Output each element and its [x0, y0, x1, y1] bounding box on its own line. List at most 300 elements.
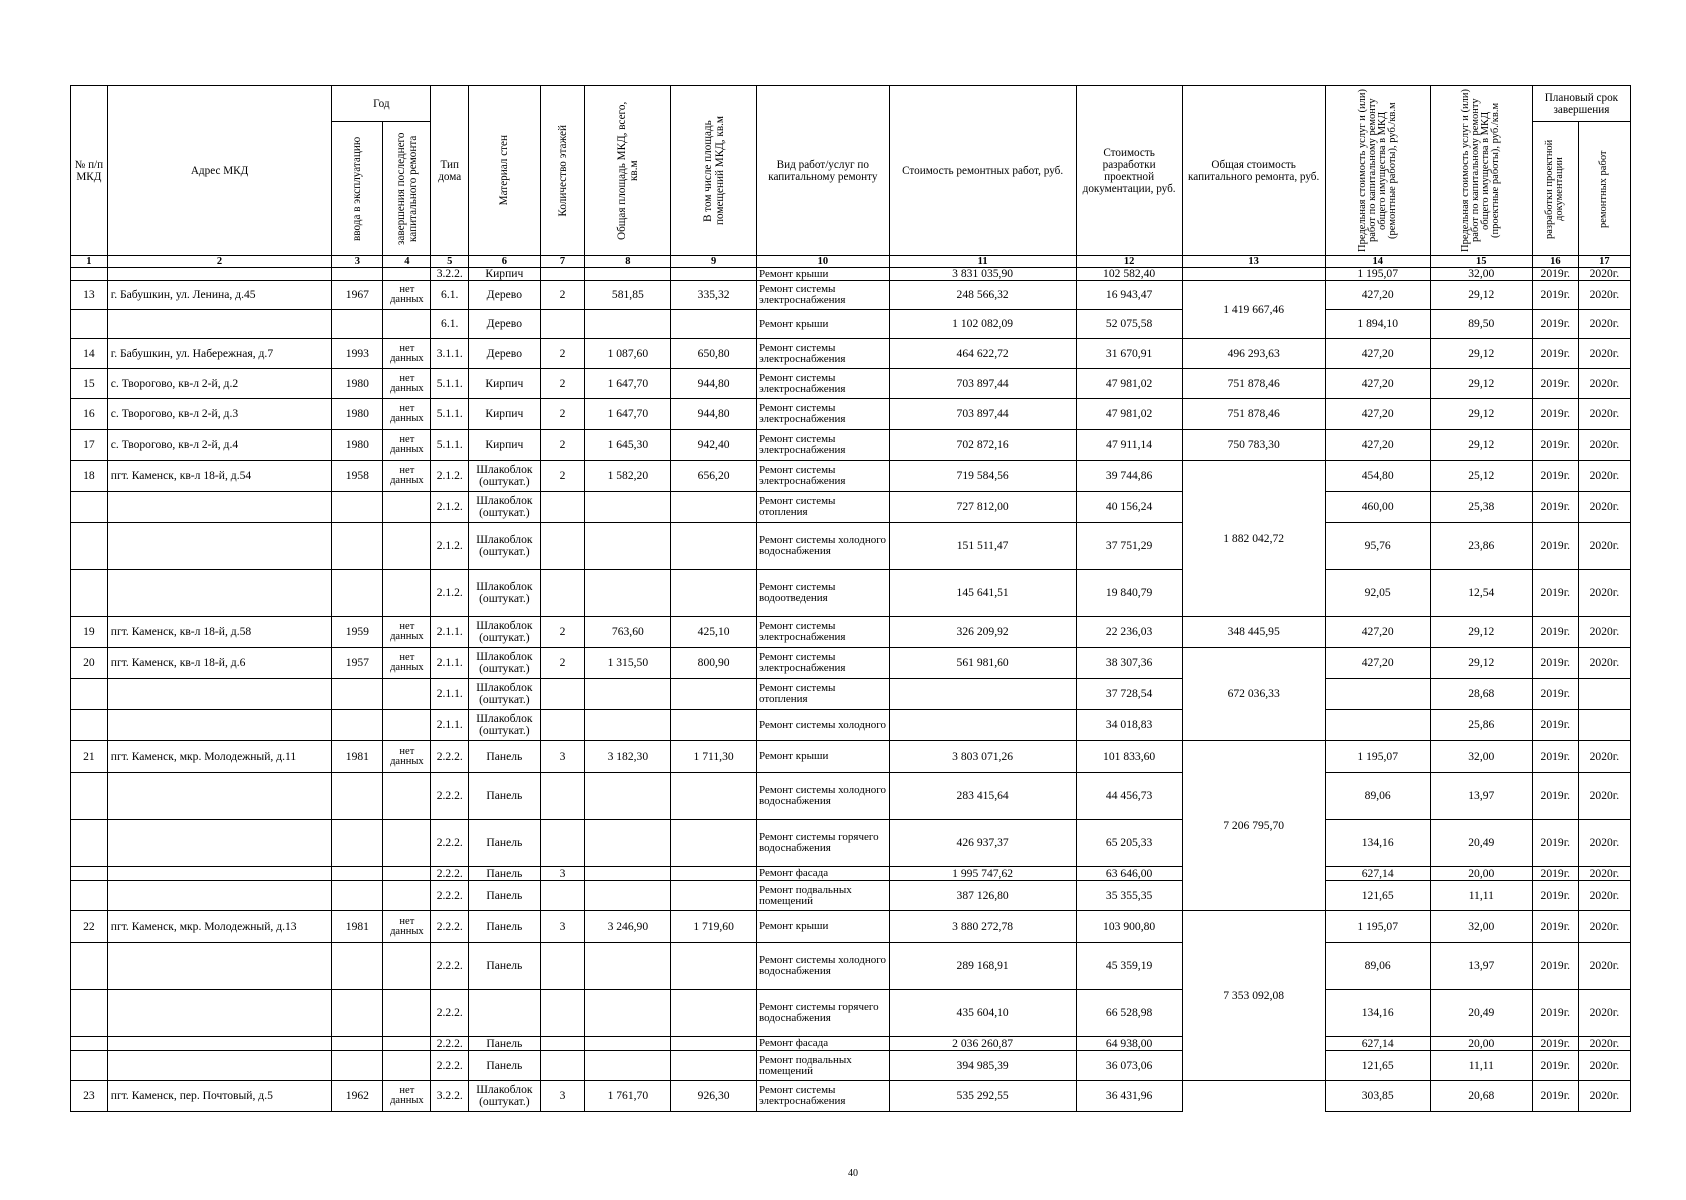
row-number-cell [71, 773, 108, 820]
year-commission-cell [332, 523, 383, 570]
repair-cost-cell: 283 415,64 [889, 773, 1076, 820]
floors-cell: 2 [540, 399, 585, 430]
floors-cell [540, 523, 585, 570]
total-area-cell [585, 881, 671, 911]
floors-cell [540, 943, 585, 990]
year-last-repair-cell: нет данных [383, 741, 431, 773]
address-cell: с. Творогово, кв-л 2-й, д.4 [107, 430, 332, 461]
total-area-cell [585, 570, 671, 617]
header-year: Год [332, 86, 431, 122]
design-cost-cell: 19 840,79 [1076, 570, 1182, 617]
deadline-repair-cell: 2020г. [1578, 430, 1630, 461]
total-area-cell [585, 268, 671, 281]
deadline-design-cell: 2019г. [1532, 523, 1578, 570]
repair-cost-cell: 289 168,91 [889, 943, 1076, 990]
address-cell: пгт. Каменск, мкр. Молодежный, д.13 [107, 911, 332, 943]
total-cost-cell [1182, 268, 1325, 281]
repair-cost-cell: 464 622,72 [889, 339, 1076, 369]
floors-cell: 3 [540, 911, 585, 943]
floors-cell: 2 [540, 430, 585, 461]
work-type-cell: Ремонт системы отопления [756, 492, 889, 523]
house-type-cell: 2.1.2. [431, 461, 469, 492]
deadline-design-cell: 2019г. [1532, 911, 1578, 943]
repair-cost-cell: 2 036 260,87 [889, 1037, 1076, 1051]
year-last-repair-cell: нет данных [383, 617, 431, 648]
deadline-repair-cell: 2020г. [1578, 1051, 1630, 1081]
year-commission-cell [332, 867, 383, 881]
total-cost-cell: 672 036,33 [1182, 648, 1325, 741]
limit-repair-cell: 427,20 [1325, 281, 1430, 310]
deadline-repair-cell: 2020г. [1578, 820, 1630, 867]
deadline-design-cell: 2019г. [1532, 1051, 1578, 1081]
work-type-cell: Ремонт системы электроснабжения [756, 369, 889, 399]
wall-material-cell: Шлакоблок (оштукат.) [469, 492, 540, 523]
house-type-cell: 5.1.1. [431, 399, 469, 430]
work-type-cell: Ремонт фасада [756, 867, 889, 881]
column-number: 15 [1430, 256, 1532, 268]
repair-plan-sheet [70, 85, 1631, 1112]
limit-repair-cell: 1 195,07 [1325, 911, 1430, 943]
house-type-cell: 2.2.2. [431, 741, 469, 773]
address-cell [107, 523, 332, 570]
year-last-repair-cell: нет данных [383, 461, 431, 492]
premises-area-cell: 926,30 [671, 1081, 757, 1112]
repair-cost-cell [889, 710, 1076, 741]
work-type-cell: Ремонт системы водоотведения [756, 570, 889, 617]
design-cost-cell: 38 307,36 [1076, 648, 1182, 679]
row-number-cell [71, 310, 108, 339]
table-row [71, 867, 1631, 881]
wall-material-cell: Шлакоблок (оштукат.) [469, 617, 540, 648]
header-limit-repair: Предельная стоимость услуг и (или) работ по капитальному ремонту общего имущества в МКД (ремонтные работы), руб./кв.м [1325, 86, 1430, 256]
deadline-design-cell: 2019г. [1532, 430, 1578, 461]
work-type-cell: Ремонт системы отопления [756, 679, 889, 710]
house-type-cell: 2.2.2. [431, 943, 469, 990]
table-row [71, 268, 1631, 281]
limit-design-cell: 13,97 [1430, 943, 1532, 990]
house-type-cell: 2.2.2. [431, 1037, 469, 1051]
deadline-repair-cell: 2020г. [1578, 1081, 1630, 1112]
row-number-cell [71, 710, 108, 741]
row-number-cell [71, 943, 108, 990]
total-area-cell: 1 645,30 [585, 430, 671, 461]
year-last-repair-cell [383, 679, 431, 710]
year-commission-cell [332, 943, 383, 990]
column-number: 7 [540, 256, 585, 268]
floors-cell: 2 [540, 461, 585, 492]
work-type-cell: Ремонт системы электроснабжения [756, 430, 889, 461]
deadline-design-cell: 2019г. [1532, 399, 1578, 430]
year-commission-cell [332, 310, 383, 339]
year-commission-cell [332, 710, 383, 741]
table-row [71, 1051, 1631, 1081]
wall-material-cell: Панель [469, 1037, 540, 1051]
limit-repair-cell: 427,20 [1325, 430, 1430, 461]
floors-cell [540, 570, 585, 617]
floors-cell: 2 [540, 648, 585, 679]
row-number-cell: 19 [71, 617, 108, 648]
row-number-cell: 16 [71, 399, 108, 430]
limit-repair-cell [1325, 710, 1430, 741]
total-cost-cell: 1 419 667,46 [1182, 281, 1325, 339]
header-year-commission: ввода в эксплуатацию [332, 122, 383, 256]
year-commission-cell: 1980 [332, 369, 383, 399]
deadline-repair-cell: 2020г. [1578, 369, 1630, 399]
row-number-cell [71, 820, 108, 867]
deadline-design-cell: 2019г. [1532, 617, 1578, 648]
row-number-cell: 21 [71, 741, 108, 773]
deadline-design-cell: 2019г. [1532, 820, 1578, 867]
limit-repair-cell: 1 894,10 [1325, 310, 1430, 339]
floors-cell: 3 [540, 1081, 585, 1112]
floors-cell [540, 710, 585, 741]
limit-design-cell: 29,12 [1430, 369, 1532, 399]
limit-design-cell: 32,00 [1430, 911, 1532, 943]
address-cell [107, 310, 332, 339]
premises-area-cell: 425,10 [671, 617, 757, 648]
year-commission-cell: 1957 [332, 648, 383, 679]
row-number-cell: 18 [71, 461, 108, 492]
floors-cell: 3 [540, 741, 585, 773]
design-cost-cell: 47 911,14 [1076, 430, 1182, 461]
work-type-cell: Ремонт системы электроснабжения [756, 399, 889, 430]
column-number: 13 [1182, 256, 1325, 268]
deadline-repair-cell: 2020г. [1578, 523, 1630, 570]
total-area-cell: 1 647,70 [585, 399, 671, 430]
design-cost-cell: 34 018,83 [1076, 710, 1182, 741]
limit-repair-cell: 627,14 [1325, 1037, 1430, 1051]
column-number: 6 [469, 256, 540, 268]
deadline-design-cell: 2019г. [1532, 281, 1578, 310]
work-type-cell: Ремонт крыши [756, 310, 889, 339]
limit-design-cell: 25,38 [1430, 492, 1532, 523]
row-number-cell: 20 [71, 648, 108, 679]
year-last-repair-cell [383, 310, 431, 339]
table-row [71, 369, 1631, 399]
year-commission-cell [332, 268, 383, 281]
year-commission-cell: 1981 [332, 911, 383, 943]
limit-design-cell: 32,00 [1430, 741, 1532, 773]
repair-cost-cell: 326 209,92 [889, 617, 1076, 648]
repair-cost-cell: 394 985,39 [889, 1051, 1076, 1081]
address-cell: с. Творогово, кв-л 2-й, д.2 [107, 369, 332, 399]
house-type-cell: 2.2.2. [431, 773, 469, 820]
wall-material-cell: Панель [469, 741, 540, 773]
premises-area-cell: 335,32 [671, 281, 757, 310]
address-cell: г. Бабушкин, ул. Ленина, д.45 [107, 281, 332, 310]
table-row [71, 570, 1631, 617]
address-cell: г. Бабушкин, ул. Набережная, д.7 [107, 339, 332, 369]
year-commission-cell: 1981 [332, 741, 383, 773]
address-cell [107, 773, 332, 820]
year-commission-cell: 1967 [332, 281, 383, 310]
floors-cell: 2 [540, 369, 585, 399]
column-number: 9 [671, 256, 757, 268]
limit-repair-cell: 427,20 [1325, 617, 1430, 648]
repair-cost-cell: 248 566,32 [889, 281, 1076, 310]
work-type-cell: Ремонт системы холодного водоснабжения [756, 773, 889, 820]
row-number-cell: 14 [71, 339, 108, 369]
house-type-cell: 3.2.2. [431, 268, 469, 281]
design-cost-cell: 47 981,02 [1076, 399, 1182, 430]
deadline-design-cell: 2019г. [1532, 881, 1578, 911]
table-row [71, 710, 1631, 741]
address-cell [107, 881, 332, 911]
header-design-cost: Стоимость разработки проектной документации, руб. [1076, 86, 1182, 256]
deadline-design-cell: 2019г. [1532, 310, 1578, 339]
limit-design-cell: 12,54 [1430, 570, 1532, 617]
limit-design-cell: 11,11 [1430, 881, 1532, 911]
row-number-cell: 23 [71, 1081, 108, 1112]
limit-repair-cell: 427,20 [1325, 399, 1430, 430]
total-area-cell: 3 182,30 [585, 741, 671, 773]
deadline-design-cell: 2019г. [1532, 990, 1578, 1037]
house-type-cell: 6.1. [431, 281, 469, 310]
deadline-repair-cell: 2020г. [1578, 617, 1630, 648]
total-cost-cell: 1 882 042,72 [1182, 461, 1325, 617]
premises-area-cell [671, 820, 757, 867]
header-premises-area: В том числе площадь помещений МКД, кв.м [671, 86, 757, 256]
design-cost-cell: 66 528,98 [1076, 990, 1182, 1037]
limit-design-cell: 29,12 [1430, 648, 1532, 679]
deadline-repair-cell: 2020г. [1578, 310, 1630, 339]
total-cost-cell: 751 878,46 [1182, 399, 1325, 430]
limit-design-cell: 13,97 [1430, 773, 1532, 820]
design-cost-cell: 16 943,47 [1076, 281, 1182, 310]
design-cost-cell: 63 646,00 [1076, 867, 1182, 881]
limit-repair-cell: 627,14 [1325, 867, 1430, 881]
total-area-cell: 1 647,70 [585, 369, 671, 399]
limit-repair-cell: 89,06 [1325, 773, 1430, 820]
row-number-cell: 22 [71, 911, 108, 943]
year-last-repair-cell [383, 570, 431, 617]
floors-cell [540, 268, 585, 281]
floors-cell [540, 1037, 585, 1051]
total-area-cell: 3 246,90 [585, 911, 671, 943]
table-row [71, 773, 1631, 820]
limit-repair-cell [1325, 679, 1430, 710]
table-body [71, 268, 1631, 1112]
wall-material-cell: Кирпич [469, 369, 540, 399]
row-number-cell [71, 867, 108, 881]
house-type-cell: 2.1.1. [431, 617, 469, 648]
total-area-cell [585, 710, 671, 741]
row-number-cell [71, 268, 108, 281]
wall-material-cell: Дерево [469, 310, 540, 339]
design-cost-cell: 64 938,00 [1076, 1037, 1182, 1051]
total-area-cell [585, 1037, 671, 1051]
house-type-cell: 2.2.2. [431, 820, 469, 867]
limit-repair-cell: 427,20 [1325, 648, 1430, 679]
work-type-cell: Ремонт подвальных помещений [756, 1051, 889, 1081]
year-last-repair-cell: нет данных [383, 369, 431, 399]
deadline-repair-cell: 2020г. [1578, 570, 1630, 617]
deadline-design-cell: 2019г. [1532, 461, 1578, 492]
deadline-design-cell: 2019г. [1532, 741, 1578, 773]
deadline-design-cell: 2019г. [1532, 867, 1578, 881]
design-cost-cell: 102 582,40 [1076, 268, 1182, 281]
header-limit-design: Предельная стоимость услуг и (или) работ по капитальному ремонту общего имущества в МКД (проектные работы), руб./кв.м [1430, 86, 1532, 256]
header-num: № п/п МКД [71, 86, 108, 256]
design-cost-cell: 40 156,24 [1076, 492, 1182, 523]
year-commission-cell: 1962 [332, 1081, 383, 1112]
total-area-cell [585, 820, 671, 867]
total-area-cell [585, 310, 671, 339]
work-type-cell: Ремонт системы горячего водоснабжения [756, 820, 889, 867]
year-last-repair-cell [383, 492, 431, 523]
house-type-cell: 2.1.2. [431, 492, 469, 523]
header-work-type: Вид работ/услуг по капитальному ремонту [756, 86, 889, 256]
deadline-design-cell: 2019г. [1532, 943, 1578, 990]
table-row [71, 990, 1631, 1037]
address-cell: пгт. Каменск, мкр. Молодежный, д.11 [107, 741, 332, 773]
limit-design-cell: 29,12 [1430, 339, 1532, 369]
repair-cost-cell: 435 604,10 [889, 990, 1076, 1037]
total-area-cell: 1 582,20 [585, 461, 671, 492]
limit-design-cell: 25,12 [1430, 461, 1532, 492]
premises-area-cell [671, 867, 757, 881]
work-type-cell: Ремонт системы холодного водоснабжения [756, 523, 889, 570]
wall-material-cell: Шлакоблок (оштукат.) [469, 679, 540, 710]
repair-cost-cell: 3 831 035,90 [889, 268, 1076, 281]
work-type-cell: Ремонт системы электроснабжения [756, 461, 889, 492]
design-cost-cell: 35 355,35 [1076, 881, 1182, 911]
work-type-cell: Ремонт фасада [756, 1037, 889, 1051]
deadline-repair-cell: 2020г. [1578, 339, 1630, 369]
address-cell [107, 990, 332, 1037]
row-number-cell [71, 492, 108, 523]
address-cell [107, 820, 332, 867]
deadline-repair-cell: 2020г. [1578, 492, 1630, 523]
year-last-repair-cell [383, 268, 431, 281]
design-cost-cell: 101 833,60 [1076, 741, 1182, 773]
wall-material-cell: Дерево [469, 339, 540, 369]
wall-material-cell: Панель [469, 911, 540, 943]
design-cost-cell: 52 075,58 [1076, 310, 1182, 339]
deadline-design-cell: 2019г. [1532, 570, 1578, 617]
year-last-repair-cell [383, 523, 431, 570]
floors-cell [540, 679, 585, 710]
premises-area-cell: 1 719,60 [671, 911, 757, 943]
limit-design-cell: 20,49 [1430, 820, 1532, 867]
limit-design-cell: 20,00 [1430, 867, 1532, 881]
limit-repair-cell: 427,20 [1325, 369, 1430, 399]
repair-cost-cell: 3 803 071,26 [889, 741, 1076, 773]
design-cost-cell: 65 205,33 [1076, 820, 1182, 867]
year-commission-cell [332, 990, 383, 1037]
repair-cost-cell: 145 641,51 [889, 570, 1076, 617]
work-type-cell: Ремонт системы электроснабжения [756, 281, 889, 310]
work-type-cell: Ремонт системы электроснабжения [756, 617, 889, 648]
column-number: 12 [1076, 256, 1182, 268]
address-cell [107, 492, 332, 523]
floors-cell: 2 [540, 617, 585, 648]
header-year-last-repair: завершения последнего капитального ремонта [383, 122, 431, 256]
limit-repair-cell: 460,00 [1325, 492, 1430, 523]
table-row [71, 820, 1631, 867]
repair-cost-cell: 719 584,56 [889, 461, 1076, 492]
row-number-cell [71, 679, 108, 710]
column-number: 17 [1578, 256, 1630, 268]
table-row [71, 741, 1631, 773]
table-row [71, 461, 1631, 492]
limit-repair-cell: 1 195,07 [1325, 268, 1430, 281]
house-type-cell: 2.2.2. [431, 1051, 469, 1081]
column-number: 4 [383, 256, 431, 268]
year-commission-cell [332, 1051, 383, 1081]
design-cost-cell: 45 359,19 [1076, 943, 1182, 990]
total-cost-cell: 7 353 092,08 [1182, 911, 1325, 1081]
total-cost-cell: 348 445,95 [1182, 617, 1325, 648]
column-number: 16 [1532, 256, 1578, 268]
limit-repair-cell: 303,85 [1325, 1081, 1430, 1112]
total-area-cell: 581,85 [585, 281, 671, 310]
wall-material-cell [469, 990, 540, 1037]
row-number-cell [71, 881, 108, 911]
design-cost-cell: 39 744,86 [1076, 461, 1182, 492]
address-cell [107, 1051, 332, 1081]
wall-material-cell: Шлакоблок (оштукат.) [469, 570, 540, 617]
house-type-cell: 2.2.2. [431, 867, 469, 881]
limit-design-cell: 29,12 [1430, 399, 1532, 430]
deadline-repair-cell: 2020г. [1578, 741, 1630, 773]
year-last-repair-cell: нет данных [383, 1081, 431, 1112]
deadline-design-cell: 2019г. [1532, 679, 1578, 710]
premises-area-cell: 942,40 [671, 430, 757, 461]
limit-design-cell: 32,00 [1430, 268, 1532, 281]
total-area-cell: 1 087,60 [585, 339, 671, 369]
column-number: 11 [889, 256, 1076, 268]
table-row [71, 1081, 1631, 1112]
column-number: 10 [756, 256, 889, 268]
year-last-repair-cell: нет данных [383, 648, 431, 679]
year-commission-cell: 1993 [332, 339, 383, 369]
limit-repair-cell: 92,05 [1325, 570, 1430, 617]
deadline-design-cell: 2019г. [1532, 710, 1578, 741]
column-numbers-row [71, 256, 1631, 268]
house-type-cell: 3.1.1. [431, 339, 469, 369]
total-area-cell [585, 523, 671, 570]
column-number: 3 [332, 256, 383, 268]
table-row [71, 648, 1631, 679]
total-area-cell [585, 867, 671, 881]
premises-area-cell [671, 943, 757, 990]
address-cell [107, 943, 332, 990]
repair-cost-cell: 151 511,47 [889, 523, 1076, 570]
design-cost-cell: 36 073,06 [1076, 1051, 1182, 1081]
design-cost-cell: 37 751,29 [1076, 523, 1182, 570]
table-row [71, 911, 1631, 943]
address-cell: с. Творогово, кв-л 2-й, д.3 [107, 399, 332, 430]
floors-cell: 2 [540, 339, 585, 369]
header-floors: Количество этажей [540, 86, 585, 256]
year-commission-cell [332, 679, 383, 710]
wall-material-cell: Шлакоблок (оштукат.) [469, 1081, 540, 1112]
design-cost-cell: 31 670,91 [1076, 339, 1182, 369]
deadline-design-cell: 2019г. [1532, 1081, 1578, 1112]
floors-cell [540, 1051, 585, 1081]
house-type-cell: 2.1.1. [431, 679, 469, 710]
work-type-cell: Ремонт системы электроснабжения [756, 339, 889, 369]
limit-design-cell: 20,68 [1430, 1081, 1532, 1112]
column-number: 14 [1325, 256, 1430, 268]
row-number-cell [71, 1051, 108, 1081]
deadline-design-cell: 2019г. [1532, 1037, 1578, 1051]
header-total-area: Общая площадь МКД, всего, кв.м [585, 86, 671, 256]
table-row [71, 399, 1631, 430]
total-cost-cell: 751 878,46 [1182, 369, 1325, 399]
header-deadline-repair: ремонтных работ [1578, 122, 1630, 256]
